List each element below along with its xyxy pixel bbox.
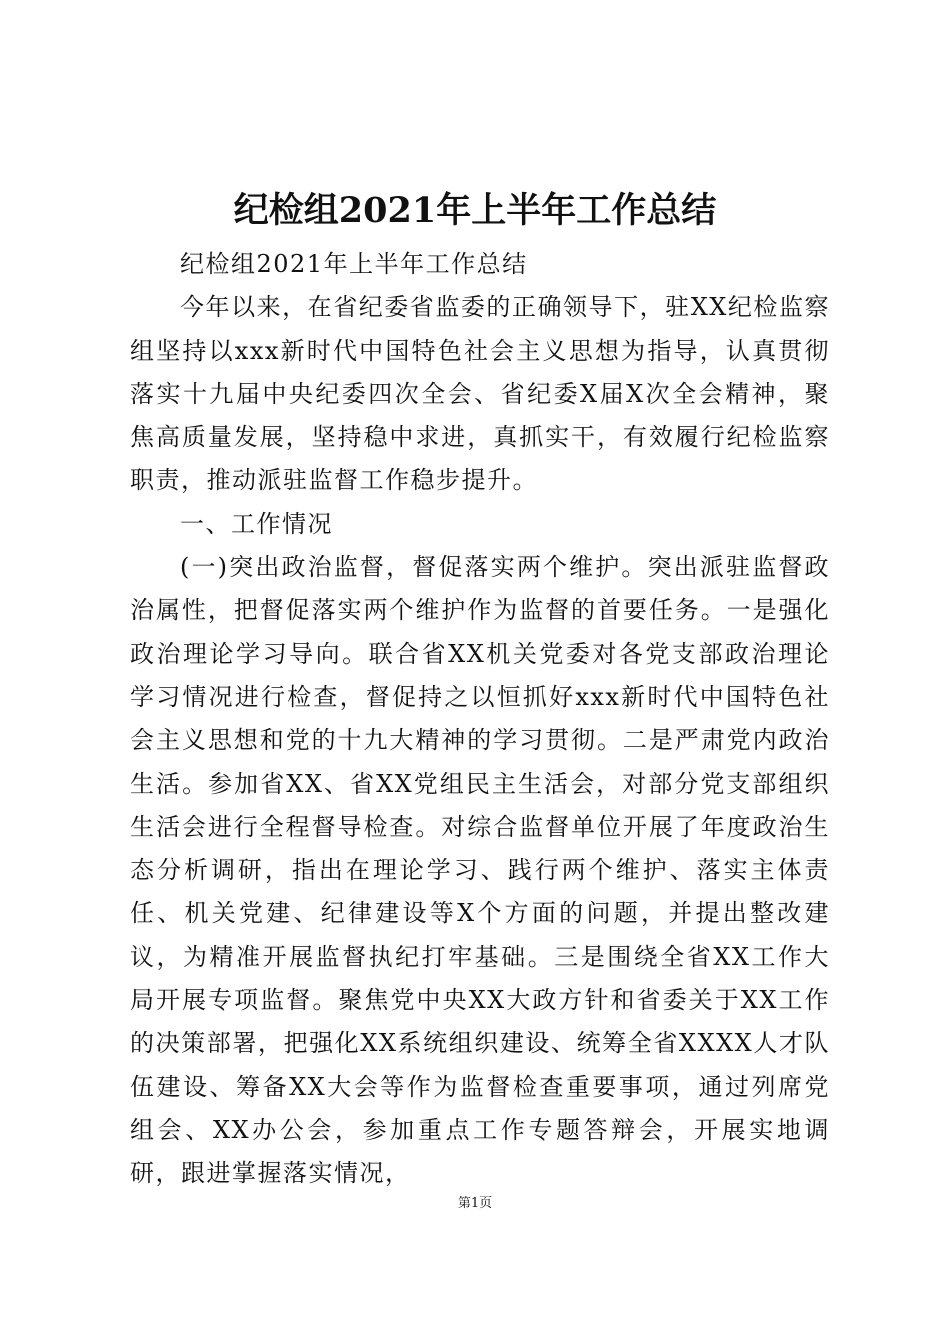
paragraph-subtitle: 纪检组2021年上半年工作总结 bbox=[180, 250, 528, 278]
document-title: 纪检组2021年上半年工作总结 bbox=[233, 190, 717, 231]
page-number: 第1页 bbox=[457, 1196, 493, 1211]
paragraph-political-supervision: (一)突出政治监督，督促落实两个维护。突出派驻监督政治属性，把督促落实两个维护作为监督的首要任务。一是强化政治理论学习导向。联合省XX机关党委对各党支部政治理论学习情况进行检查，督促持之以恒抓好xxx新时代中国特色社会主义思想和党的十九大精神的学习贯彻。二是严肃党内政治生活。参加省XX、省XX党组民主生活会，对部分党支部组织生活会进行全程督导检查。对综合监督单位开展了年度政治生态分析调研，指出在理论学习、践行两个维护、落实主体责任、机关党建、纪律建设等X个方面的问题，并提出整改建议，为精准开展监督执纪打牢基础。三是围绕全省XX工作大局开展专项监督。聚焦党中央XX大政方针和省委关于XX工作的决策部署，把强化XX系统组织建设、统筹全省XXXX人才队伍建设、筹备XX大会等作为监督检查重要事项，通过列席党组会、XX办公会，参加重点工作专题答辩会，开展实地调研，跟进掌握落实情况， bbox=[130, 553, 830, 1188]
paragraph-intro: 今年以来，在省纪委省监委的正确领导下，驻XX纪检监察组坚持以xxx新时代中国特色社会主义思想为指导，认真贯彻落实十九届中央纪委四次全会、省纪委X届X次全会精神，聚焦高质量发展，坚持稳中求进，真抓实干，有效履行纪检监察职责，推动派驻监督工作稳步提升。 bbox=[130, 293, 830, 495]
section-heading: 一、工作情况 bbox=[180, 509, 333, 538]
document-body bbox=[130, 243, 830, 1196]
